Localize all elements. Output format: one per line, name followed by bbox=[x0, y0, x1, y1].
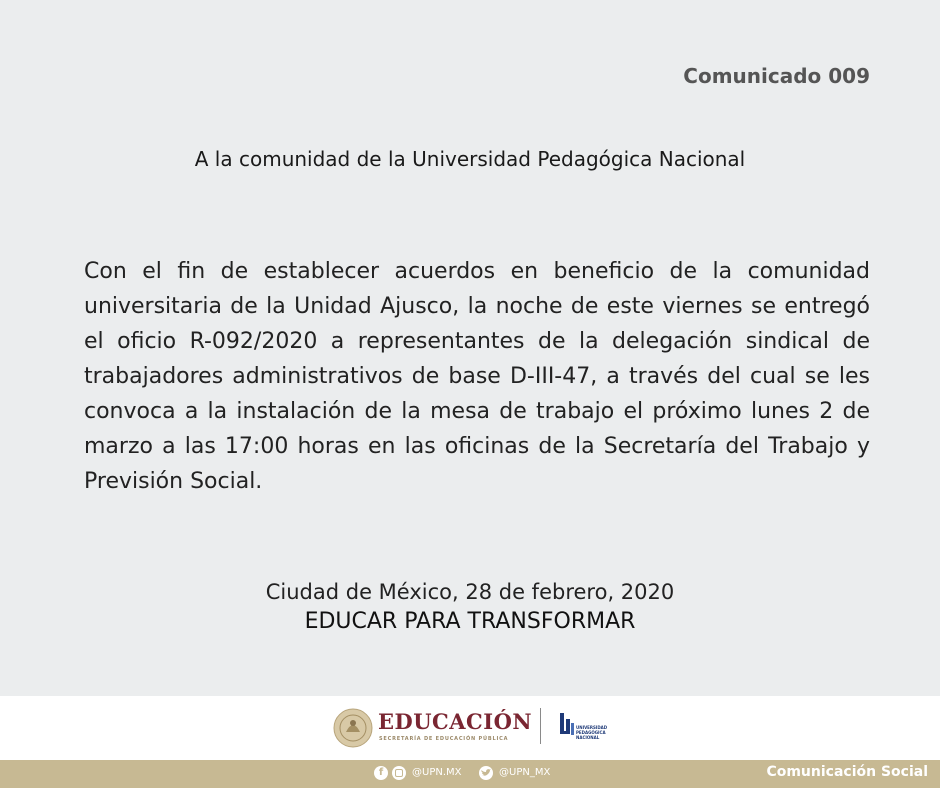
salutation: A la comunidad de la Universidad Pedagógica Nacional bbox=[194, 147, 746, 171]
education-title: EDUCACIÓN bbox=[378, 709, 533, 734]
upn-logo-icon bbox=[558, 711, 576, 741]
body-paragraph: Con el fin de establecer acuerdos en beneficio de la comunidad universitaria de la Unidad Ajusco, la noche de este viernes se entregó el oficio R-092/2020 a representantes de la delegación sindical de trabajadores administrativos de base D-III-47, a través del cual se les convoca a la instalación de la mesa de trabajo el próximo lunes 2 de marzo a las 17:00 horas en las oficinas de la Secretaría del Trabajo y Previsión Social. bbox=[84, 259, 870, 494]
communique-number: Comunicado 009 bbox=[683, 64, 870, 88]
social-handle-twitter[interactable]: @UPN_MX bbox=[499, 767, 551, 778]
instagram-icon[interactable] bbox=[392, 766, 406, 780]
motto: EDUCAR PARA TRANSFORMAR bbox=[304, 609, 636, 634]
facebook-icon[interactable]: f bbox=[374, 766, 388, 780]
place-date: Ciudad de México, 28 de febrero, 2020 bbox=[265, 580, 675, 604]
education-subtitle: SECRETARÍA DE EDUCACIÓN PÚBLICA bbox=[379, 736, 509, 742]
twitter-icon[interactable] bbox=[479, 766, 493, 780]
social-handle-facebook-instagram[interactable]: @UPN.MX bbox=[412, 767, 462, 778]
footer-divider bbox=[540, 708, 541, 744]
department-label: Comunicación Social bbox=[766, 764, 928, 780]
seal-icon bbox=[333, 708, 373, 748]
upn-name: UNIVERSIDAD PEDAGÓGICA NACIONAL bbox=[576, 725, 608, 740]
